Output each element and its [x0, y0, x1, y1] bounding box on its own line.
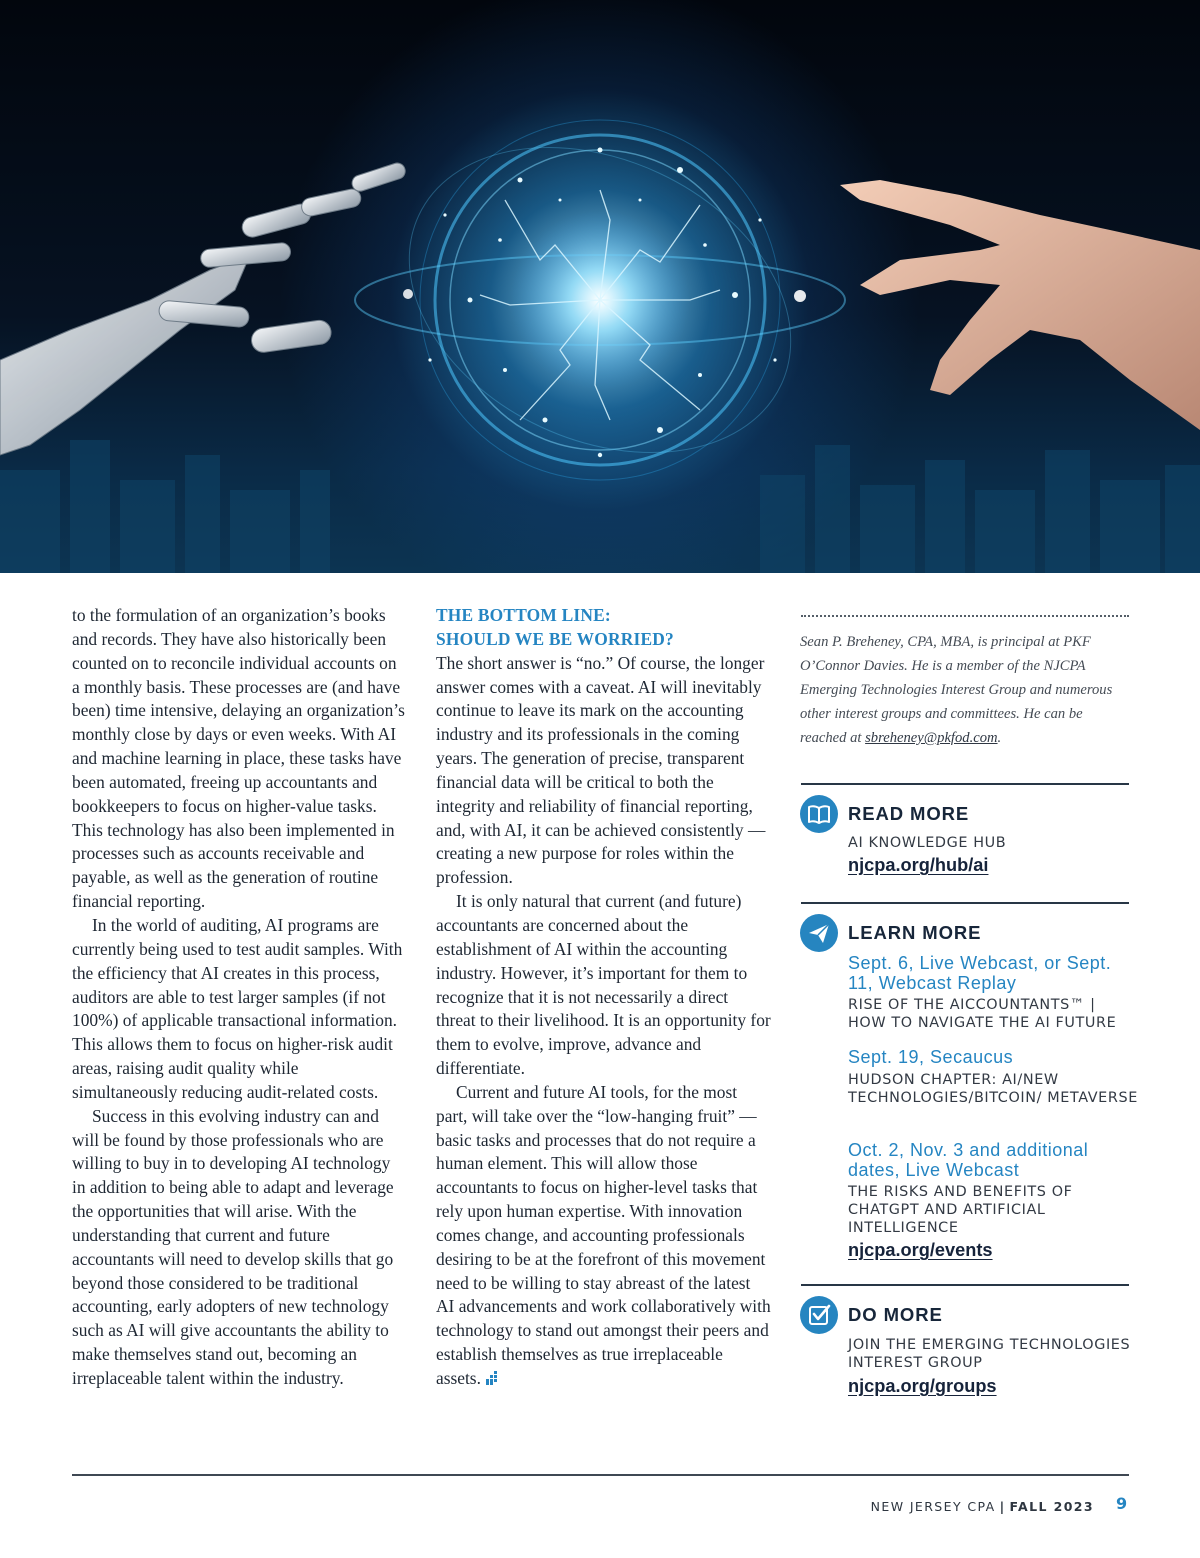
human-hand	[840, 180, 1200, 430]
paragraph-last	[436, 1081, 772, 1391]
city-skyline	[0, 440, 1200, 573]
event-title: RISE OF THE AICCOUNTANTS™ | HOW TO NAVIGATE THE AI FUTURE	[848, 997, 1117, 1031]
learn-more-heading: LEARN MORE	[848, 922, 982, 943]
robot-hand	[0, 161, 407, 455]
events-link[interactable]: njcpa.org/events	[848, 1240, 993, 1260]
hub-ai-link[interactable]: njcpa.org/hub/ai	[848, 855, 989, 875]
bio-text: Sean P. Breheney, CPA, MBA, is principal at PKF O’Connor Davies. He is a member of the NJCPA Emerging Technologies Interest Group and numerous other interest groups and committees. He can be reached at	[800, 634, 1113, 746]
read-more-heading: READ MORE	[848, 803, 970, 824]
event-date: Sept. 19, Secaucus	[848, 1047, 1014, 1067]
groups-link[interactable]: njcpa.org/groups	[848, 1376, 997, 1396]
hero-image	[0, 0, 1200, 573]
paragraph: In the world of auditing, AI programs are currently being used to test audit samples. With the efficiency that AI creates in this process, auditors are able to test larger samples (if not 100%) of applicable transactional information. This allows them to focus on higher-risk audit areas, raising audit quality while simultaneously reducing audit-related costs.	[72, 914, 403, 1102]
author-bio	[800, 630, 1130, 750]
hero-artwork	[0, 0, 1200, 573]
subhead-line: SHOULD WE BE WORRIED?	[436, 628, 674, 649]
footer-divider	[72, 1474, 1129, 1476]
event-title: THE RISKS AND BENEFITS OF CHATGPT AND ARTIFICIAL INTELLIGENCE	[848, 1184, 1073, 1236]
issue-label: FALL 2023	[1009, 1499, 1094, 1514]
paper-plane-icon	[800, 914, 838, 952]
article-column-left	[72, 604, 408, 1391]
footer-separator: |	[999, 1499, 1006, 1514]
learn-more-divider	[801, 902, 1129, 904]
paragraph: The short answer is “no.” Of course, the longer answer comes with a caveat. AI will inevitably continue to leave its mark on the accounting industry and its professionals in the coming years. The generation of precise, transparent financial data will be critical to both the integrity and reliability of financial reporting, and, with AI, it can be achieved consistently — creating a new purpose for roles within the profession.	[436, 652, 766, 888]
do-more-caption: JOIN THE EMERGING TECHNOLOGIES INTEREST GROUP	[848, 1337, 1131, 1371]
book-icon	[800, 795, 838, 833]
section-subhead	[436, 604, 772, 652]
do-more-heading: DO MORE	[848, 1304, 943, 1325]
bio-divider	[801, 615, 1129, 617]
article-column-middle	[436, 604, 772, 1391]
paragraph: Success in this evolving industry can and will be found by those professionals who are willing to buy in to developing AI technology in addition to being able to adapt and leverage the opportunities that will arise. With the understanding that current and future accountants will need to develop skills that go beyond those considered to be traditional accounting, early adopters of new technology such as AI will give accountants the ability to make themselves stand out, becoming an irreplaceable talent within the industry.	[72, 1105, 394, 1388]
read-more-caption: AI KNOWLEDGE HUB	[848, 835, 1007, 851]
event-date: Sept. 6, Live Webcast, or Sept. 11, Webcast Replay	[848, 953, 1112, 993]
event-date: Oct. 2, Nov. 3 and additional dates, Live Webcast	[848, 1140, 1089, 1180]
bio-tail: .	[997, 730, 1002, 746]
read-more-divider	[801, 783, 1129, 785]
checkbox-icon	[800, 1296, 838, 1334]
author-email-link[interactable]: sbreheney@pkfod.com	[865, 730, 998, 746]
footer-publication	[871, 1499, 1094, 1514]
publication-name: NEW JERSEY CPA	[870, 1499, 996, 1514]
paragraph: to the formulation of an organization’s books and records. They have also historically been counted on to reconcile individual accounts on a monthly basis. These processes are (and have been) time intensive, delaying an organization’s monthly close by days or even weeks. With AI and machine learning in place, these tasks have been automated, freeing up accountants and bookkeepers to focus on higher-value tasks. This technology has also been implemented in processes such as accounts receivable and payable, as well as the generation of routine financial reporting.	[72, 605, 405, 912]
end-mark-icon	[485, 1371, 499, 1385]
paragraph: It is only natural that current (and future) accountants are concerned about the establishment of AI within the accounting industry. However, it’s important for them to recognize that it is not necessarily a direct threat to their livelihood. It is an opportunity for them to evolve, improve, advance and differentiate.	[436, 891, 771, 1079]
event-title: HUDSON CHAPTER: AI/NEW TECHNOLOGIES/BITCOIN/ METAVERSE	[848, 1072, 1138, 1106]
do-more-divider	[801, 1284, 1129, 1286]
subhead-line: THE BOTTOM LINE:	[436, 605, 611, 625]
page-number: 9	[1116, 1494, 1128, 1513]
paragraph-text: Current and future AI tools, for the most part, will take over the “low-hanging fruit” — basic tasks and processes that do not require a human element. This will allow those accountants to focus on higher-level tasks that rely upon human expertise. With innovation comes change, and accounting professionals desiring to be at the forefront of this movement need to be willing to stay abreast of the latest AI advancements and work collaboratively with technology to stand out amongst their peers and establish themselves as true irreplaceable assets.	[436, 1081, 771, 1388]
